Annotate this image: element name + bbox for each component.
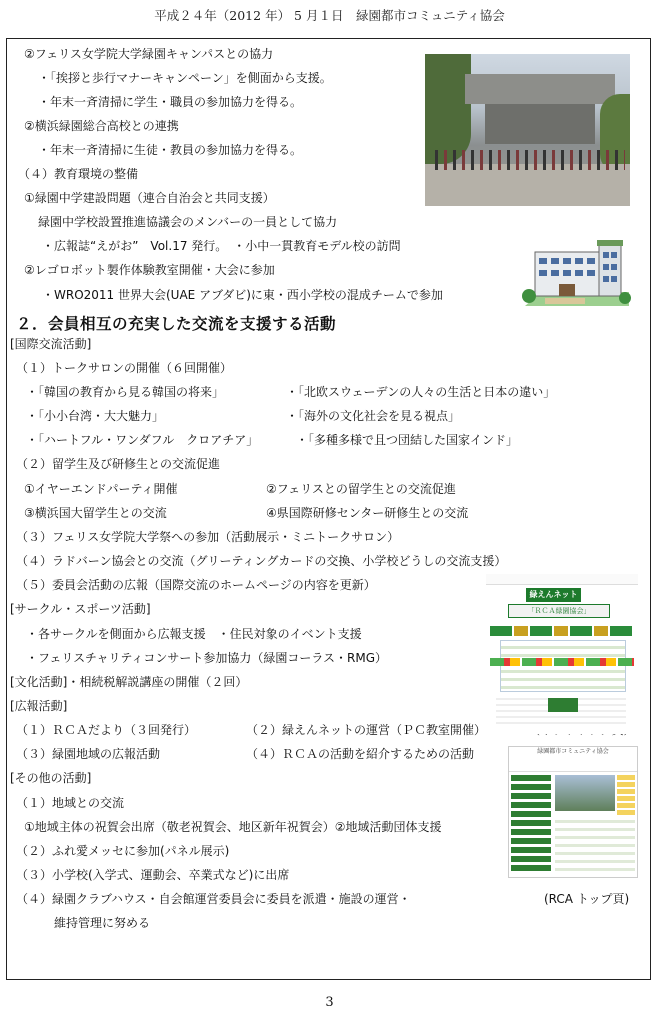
- text-line: ・「北欧スウェーデンの人々の生活と日本の違い」: [286, 385, 556, 399]
- text-line: （４）緑園クラブハウス・自会館運営委員会に委員を派遣・施設の運営・: [16, 892, 411, 906]
- subsection-heading: [その他の活動]: [10, 771, 92, 785]
- school-building-illustration: [521, 238, 633, 310]
- subsection-heading: [国際交流活動]: [10, 337, 92, 351]
- page-header: 平成２４年（2012 年） 5 月１日 緑園都市コミュニティ協会: [154, 8, 505, 23]
- text-line: 維持管理に努める: [54, 916, 151, 930]
- text-line: ・「多種多様で且つ団結した国家インド」: [296, 433, 519, 447]
- text-line: （４）ＲＣＡの活動を紹介するための活動: [246, 747, 475, 761]
- text-line: （２）留学生及び研修生との交流促進: [16, 457, 221, 471]
- text-line: （５）委員会活動の広報（国際交流のホームページの内容を更新）: [16, 578, 376, 592]
- midori-en-net-top-page-screenshot: [486, 574, 638, 734]
- text-line: （３）小学校(入学式、運動会、卒業式など)に出席: [16, 868, 290, 882]
- text-line: （３）フェリス女学院大学祭への参加（活動展示・ミニトークサロン）: [16, 530, 400, 544]
- section-heading: ２．会員相互の充実した交流を支援する活動: [16, 315, 337, 333]
- text-line: ・「小小台湾・大大魅力」: [26, 409, 165, 423]
- subsection-heading: [サークル・スポーツ活動]: [10, 602, 151, 616]
- text-line: ②フェリスとの留学生との交流促進: [266, 482, 456, 496]
- text-line: 緑園中学校設置推進協議会のメンバーの一員として協力: [38, 215, 338, 229]
- text-line: ・「ハートフル・ワンダフル クロアチア」: [26, 433, 259, 447]
- text-line: ②フェリス女学院大学緑園キャンパスとの協力: [24, 47, 274, 61]
- text-line: （１）地域との交流: [16, 796, 125, 810]
- text-line: （１）ＲＣＡだより（３回発行）: [16, 723, 197, 737]
- site-logo: 緑えんネット: [526, 588, 581, 602]
- rca-top-page-screenshot: [508, 746, 638, 878]
- subsection-heading: [文化活動]・相続税解説講座の開催（２回）: [10, 675, 248, 689]
- text-line: ・「挨拶と歩行マナーキャンペーン」を側面から支援。: [38, 71, 332, 85]
- image-caption: (RCA トップ頁): [544, 892, 630, 906]
- text-line: ④県国際研修センター研修生との交流: [266, 506, 469, 520]
- text-line: ・「海外の文化社会を見る視点」: [286, 409, 461, 423]
- text-line: ・「韓国の教育から見る韓国の将来」: [26, 385, 225, 399]
- text-line: （４）ラドバーン協会との交流（グリーティングカードの交換、小学校どうしの交流支援）: [16, 554, 507, 568]
- text-line: ②横浜緑園総合高校との連携: [24, 119, 179, 133]
- text-line: ・フェリスチャリティコンサート参加協力（緑園コーラス・RMG）: [26, 651, 387, 665]
- text-line: （２）緑えんネットの運営（ＰＣ教室開催）: [246, 723, 487, 737]
- text-line: （４）教育環境の整備: [18, 167, 139, 181]
- text-line: （３）緑園地域の広報活動: [16, 747, 161, 761]
- text-line: ①イヤーエンドパーティ開催: [24, 482, 178, 496]
- site-banner: 「ＲＣＡ緑園協会」: [508, 604, 610, 618]
- text-line: ・年末一斉清掃に学生・職員の参加協力を得る。: [38, 95, 303, 109]
- subsection-heading: [広報活動]: [10, 699, 68, 713]
- text-line: ①緑園中学建設問題（連合自治会と共同支援）: [24, 191, 275, 205]
- text-line: ③横浜国大留学生との交流: [24, 506, 167, 520]
- text-line: ②レゴロボット製作体験教室開催・大会に参加: [24, 263, 275, 277]
- text-line: （２）ふれ愛メッセに参加(パネル展示): [16, 844, 230, 858]
- site-title: 緑園都市コミュニティ協会: [509, 747, 637, 772]
- text-line: ・WRO2011 世界大会(UAE アブダビ)に東・西小学校の混成チームで参加: [42, 288, 443, 302]
- text-line: ①地域主体の祝賀会出席（敬老祝賀会、地区新年祝賀会）②地域活動団体支援: [24, 820, 442, 834]
- text-line: ・各サークルを側面から広報支援 ・住民対象のイベント支援: [26, 627, 362, 641]
- station-plaza-photo: [425, 54, 630, 206]
- page-number: 3: [325, 995, 334, 1010]
- text-line: ・年末一斉清掃に生徒・教員の参加協力を得る。: [38, 143, 303, 157]
- text-line: ・広報誌“えがお” Vol.17 発行。 ・小中一貫教育モデル校の訪問: [42, 239, 401, 253]
- text-line: （１）トークサロンの開催（６回開催）: [16, 361, 233, 375]
